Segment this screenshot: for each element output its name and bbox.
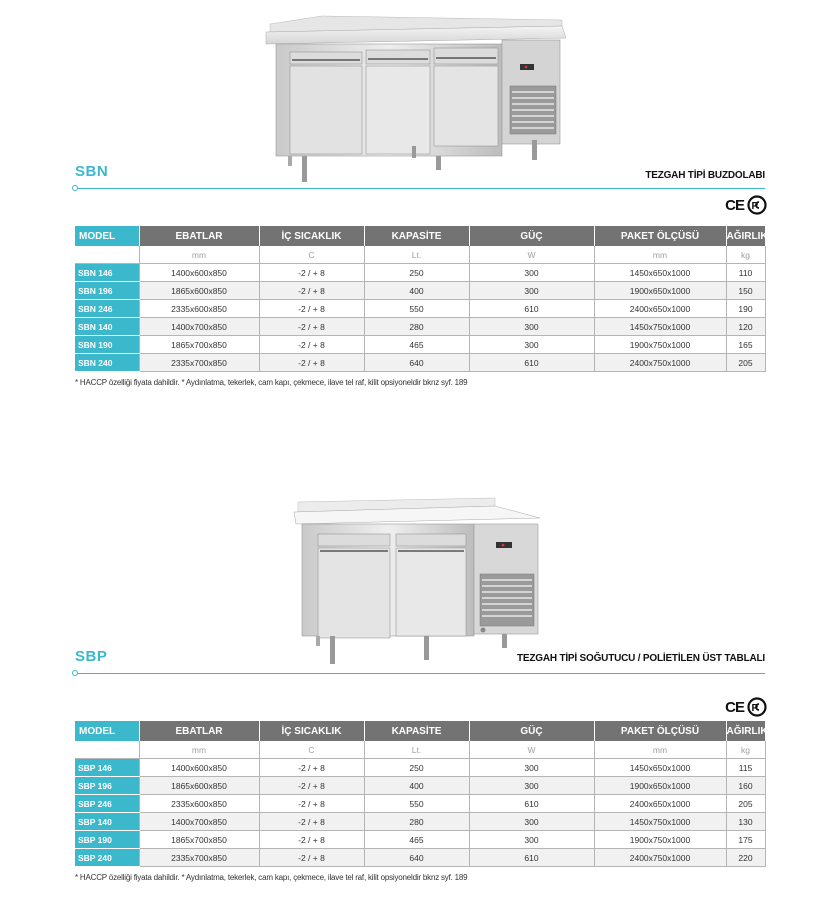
table-cell: 2335x700x850 [139,849,259,867]
table-cell: 465 [364,831,469,849]
table-cell: -2 / + 8 [259,300,364,318]
table-cell: -2 / + 8 [259,795,364,813]
table-cell: 465 [364,336,469,354]
table-cell: 400 [364,777,469,795]
spec-table-sbp [75,721,766,867]
table-cell: -2 / + 8 [259,849,364,867]
table-cell: 205 [726,795,765,813]
column-header: AĞIRLIK [726,721,765,741]
counter-cooler-sbp-image [290,496,542,668]
table-cell: 165 [726,336,765,354]
column-header: PAKET ÖLÇÜSÜ [594,226,726,246]
column-header: GÜÇ [469,721,594,741]
table-header-row [75,721,765,741]
unit-cell: kg [726,246,765,264]
model-cell: SBP 246 [75,795,139,813]
table-cell: 300 [469,318,594,336]
table-cell: 300 [469,264,594,282]
table-cell: 610 [469,300,594,318]
model-cell: SBN 190 [75,336,139,354]
column-header: KAPASİTE [364,226,469,246]
series-code: SBP [75,648,108,665]
table-cell: 175 [726,831,765,849]
table-cell: 610 [469,795,594,813]
ce-mark: CE [725,196,744,214]
table-cell: 1400x600x850 [139,264,259,282]
unit-cell: W [469,246,594,264]
table-cell: 300 [469,813,594,831]
model-cell: SBN 146 [75,264,139,282]
table-cell: 130 [726,813,765,831]
table-cell: 1865x700x850 [139,336,259,354]
column-header: KAPASİTE [364,721,469,741]
table-cell: 300 [469,777,594,795]
footnote: * HACCP özelliği fiyata dahildir. * Aydınlatma, tekerlek, cam kapı, çekmece, ilave tel raf, kilit opsiyoneldir bknz syf. 189 [75,873,468,882]
table-cell: -2 / + 8 [259,831,364,849]
table-row [75,777,765,795]
table-cell: 150 [726,282,765,300]
table-cell: 1400x700x850 [139,813,259,831]
table-cell: 280 [364,318,469,336]
table-cell: 400 [364,282,469,300]
model-cell: SBN 246 [75,300,139,318]
table-cell: 190 [726,300,765,318]
table-cell: -2 / + 8 [259,813,364,831]
series-code: SBN [75,163,109,180]
table-cell: -2 / + 8 [259,759,364,777]
table-cell: 1400x600x850 [139,759,259,777]
table-cell: 550 [364,795,469,813]
model-cell: SBN 140 [75,318,139,336]
table-cell: 1900x650x1000 [594,777,726,795]
table-cell: 1450x650x1000 [594,264,726,282]
column-header: MODEL [75,226,139,246]
svg-text:P: P [751,201,759,212]
table-cell: 2400x750x1000 [594,354,726,372]
model-cell: SBN 240 [75,354,139,372]
column-header: MODEL [75,721,139,741]
column-header: EBATLAR [139,226,259,246]
unit-cell: kg [726,741,765,759]
table-body [75,759,765,867]
product-title: TEZGAH TİPİ SOĞUTUCU / POLİETİLEN ÜST TABLALI [516,653,765,664]
table-cell: 1900x750x1000 [594,336,726,354]
table-cell: -2 / + 8 [259,354,364,372]
table-cell: 280 [364,813,469,831]
table-cell: 640 [364,849,469,867]
table-cell: -2 / + 8 [259,336,364,354]
unit-cell: mm [594,741,726,759]
table-row [75,795,765,813]
table-cell: 1900x650x1000 [594,282,726,300]
unit-row [75,741,765,759]
unit-cell: mm [139,246,259,264]
table-cell: -2 / + 8 [259,777,364,795]
model-cell: SBP 196 [75,777,139,795]
model-cell: SBP 240 [75,849,139,867]
column-header: PAKET ÖLÇÜSÜ [594,721,726,741]
svg-text:P: P [751,703,759,714]
certification-marks [725,697,767,717]
column-header: İÇ SICAKLIK [259,226,364,246]
table-cell: 2335x600x850 [139,300,259,318]
table-cell: 205 [726,354,765,372]
column-header: EBATLAR [139,721,259,741]
model-cell: SBP 190 [75,831,139,849]
table-cell: 640 [364,354,469,372]
table-cell: 1865x700x850 [139,831,259,849]
table-cell: 300 [469,759,594,777]
table-cell: 250 [364,759,469,777]
unit-cell: Lt. [364,246,469,264]
unit-cell: mm [139,741,259,759]
pc-certification-icon [747,697,767,717]
table-cell: -2 / + 8 [259,264,364,282]
table-cell: 300 [469,336,594,354]
table-cell: 110 [726,264,765,282]
unit-cell: W [469,741,594,759]
unit-cell: C [259,741,364,759]
table-cell: 1450x750x1000 [594,318,726,336]
table-cell: 2400x650x1000 [594,300,726,318]
model-cell: SBN 196 [75,282,139,300]
table-cell: 550 [364,300,469,318]
table-cell: 160 [726,777,765,795]
column-header: AĞIRLIK [726,226,765,246]
table-cell: 2400x650x1000 [594,795,726,813]
table-row [75,831,765,849]
table-cell: 1900x750x1000 [594,831,726,849]
section-divider [75,673,765,674]
product-title: TEZGAH TİPİ BUZDOLABI [645,170,765,181]
table-row [75,759,765,777]
divider-dot [72,670,78,676]
table-row [75,849,765,867]
unit-cell: C [259,246,364,264]
table-cell: 1400x700x850 [139,318,259,336]
table-cell: 1865x600x850 [139,777,259,795]
table-cell: 115 [726,759,765,777]
unit-cell: Lt. [364,741,469,759]
table-row [75,813,765,831]
column-header: GÜÇ [469,226,594,246]
table-cell: -2 / + 8 [259,318,364,336]
unit-cell: mm [594,246,726,264]
table-cell: 1865x600x850 [139,282,259,300]
model-cell: SBP 140 [75,813,139,831]
table-cell: 610 [469,354,594,372]
model-cell: SBP 146 [75,759,139,777]
unit-cell [75,741,139,759]
table-cell: 250 [364,264,469,282]
ce-mark: CE [725,698,744,716]
table-cell: 220 [726,849,765,867]
table-cell: 300 [469,831,594,849]
table-cell: 120 [726,318,765,336]
table-cell: 1450x750x1000 [594,813,726,831]
table-cell: 300 [469,282,594,300]
column-header: İÇ SICAKLIK [259,721,364,741]
table-cell: 610 [469,849,594,867]
table-cell: 2400x750x1000 [594,849,726,867]
table-cell: 1450x650x1000 [594,759,726,777]
table-cell: 2335x700x850 [139,354,259,372]
table-cell: 2335x600x850 [139,795,259,813]
footnote: * HACCP özelliği fiyata dahildir. * Aydınlatma, tekerlek, cam kapı, çekmece, ilave tel raf, kilit opsiyoneldir bknz syf. 189 [75,378,468,387]
table-cell: -2 / + 8 [259,282,364,300]
